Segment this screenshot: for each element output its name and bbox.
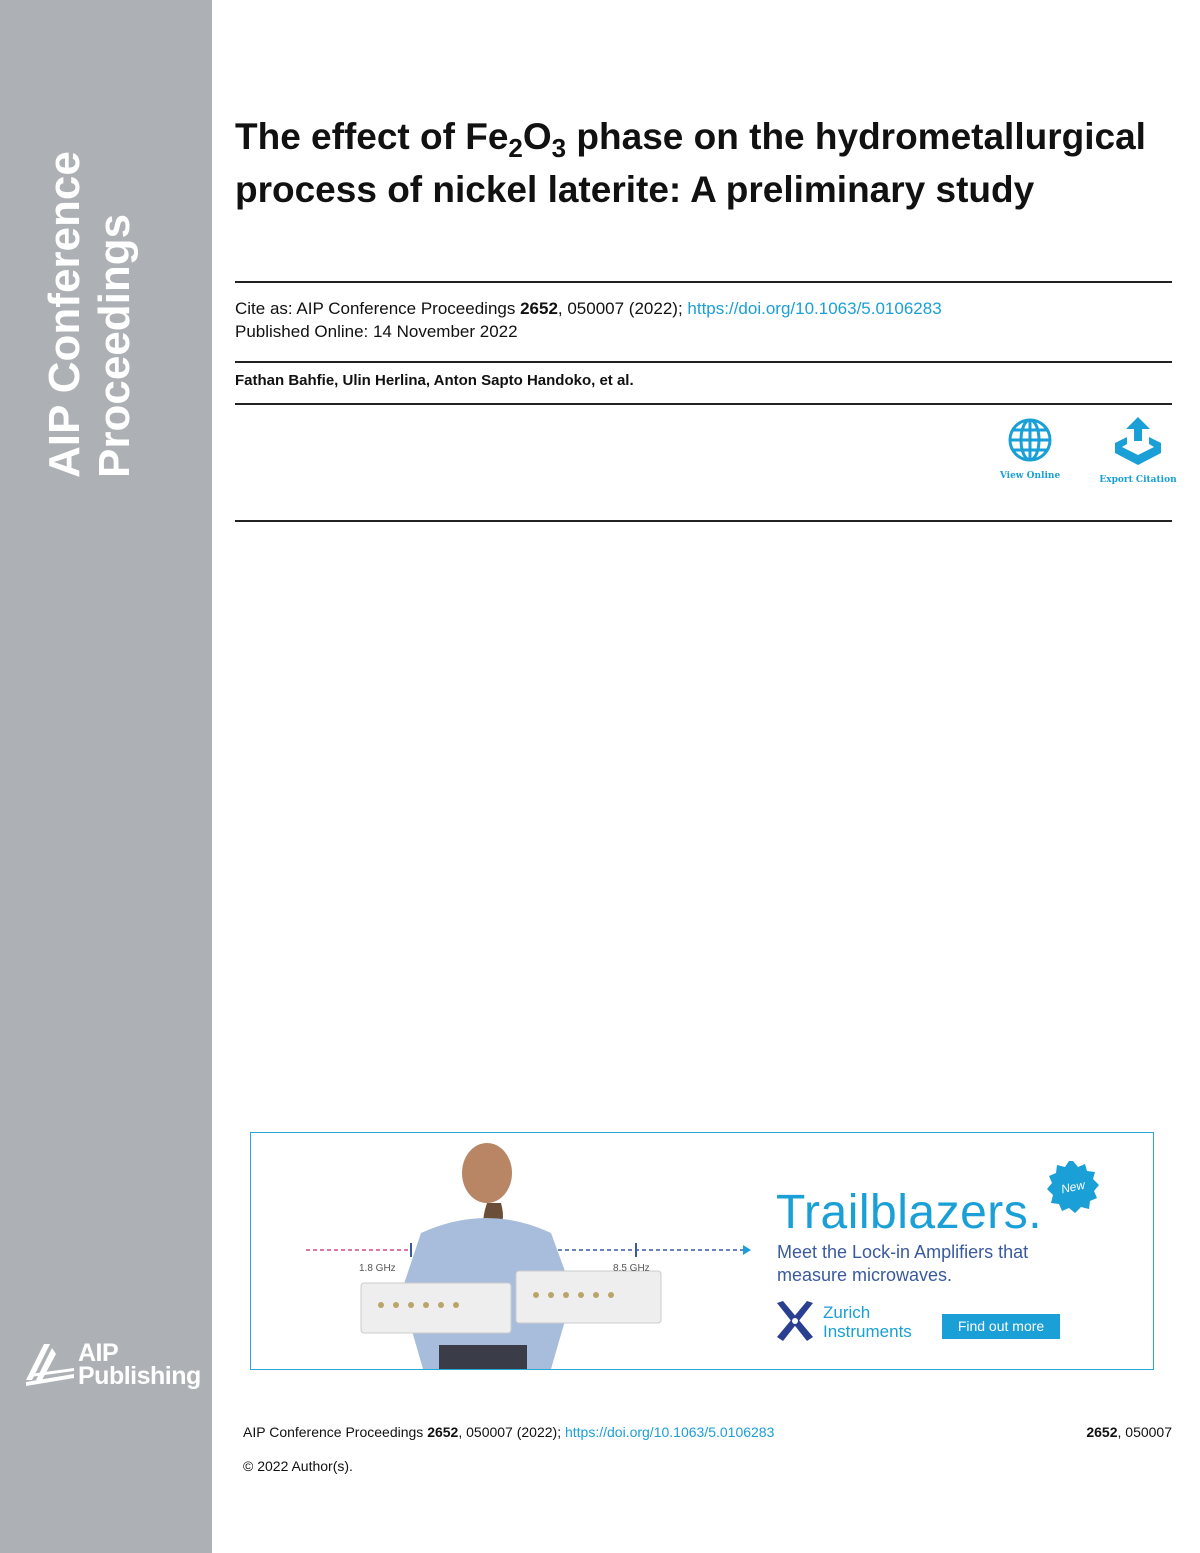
view-online-label: View Online [999,471,1061,481]
person-head [462,1143,512,1203]
journal-title-vertical [40,78,140,478]
freq-low-label: 1.8 GHz [359,1263,396,1274]
divider [235,361,1172,363]
authors: Fathan Bahfie, Ulin Herlina, Anton Sapto Handoko, et al. [235,372,634,389]
divider [235,403,1172,405]
instrument-left [361,1283,511,1333]
export-icon [1113,417,1163,467]
new-badge: New [1059,1177,1087,1197]
logo-line2: Publishing [78,1362,201,1390]
find-out-more-button[interactable]: Find out more [942,1314,1060,1339]
aip-logo-mark-icon [26,1344,74,1388]
footer-doi-link[interactable]: https://doi.org/10.1063/5.0106283 [564,1424,775,1440]
view-online-button[interactable] [985,417,1075,481]
divider [235,281,1172,283]
ad-subline: Meet the Lock-in Amplifiers that measure microwaves. [777,1242,1029,1285]
citation-block [235,297,942,343]
journal-title-line2: Proceedings [90,213,139,478]
zurich-logo-mark-icon [777,1301,813,1341]
article-title: The effect of $Fe_2O_3$ phase on the hydrometallurgical process of nickel laterite: A preliminary study [235,116,1146,210]
zurich-instruments-logo [777,1301,937,1345]
copyright: © 2022 Author(s). [243,1458,353,1474]
doi-link[interactable]: https://doi.org/10.1063/5.0106283 [687,299,942,318]
logo-line1: AIP [78,1339,119,1367]
brand-line2: Instruments [823,1322,912,1341]
export-citation-button[interactable] [1093,417,1183,485]
published-date: Published Online: 14 November 2022 [235,322,518,341]
export-citation-label: Export Citation [1099,475,1177,485]
divider [235,520,1172,522]
advertisement-banner[interactable] [250,1132,1154,1370]
brand-line1: Zurich [823,1303,871,1322]
footer-citation: AIP Conference Proceedings 2652, 050007 (2022); https://doi.org/10.1063/5.0106283 [243,1424,775,1440]
globe-icon [1007,417,1053,463]
footer-page-ref: 2652, 050007 [1086,1424,1172,1440]
journal-title-line1: AIP Conference [40,151,89,478]
citation-line: Cite as: AIP Conference Proceedings 2652, 050007 (2022); https://doi.org/10.1063/5.0106283 [235,299,942,318]
sidebar [0,0,212,1553]
freq-high-label: 8.5 GHz [613,1263,650,1274]
aip-publishing-logo[interactable] [26,1339,206,1394]
ad-headline: Trailblazers. [776,1186,1043,1239]
